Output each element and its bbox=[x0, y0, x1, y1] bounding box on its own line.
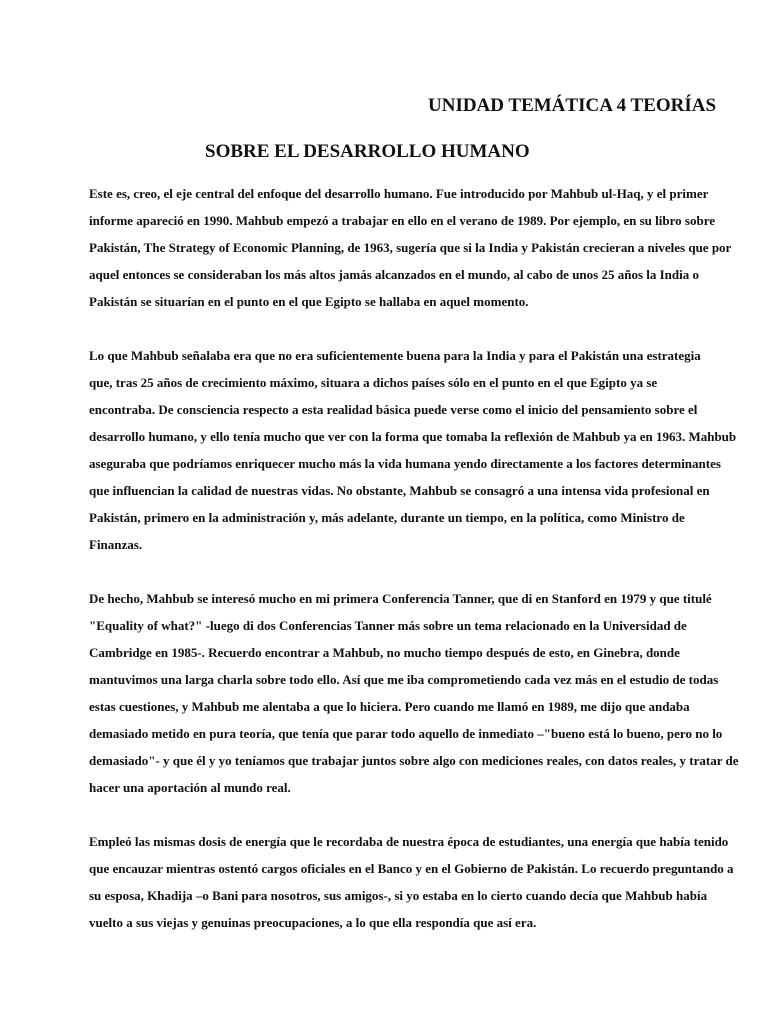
text-line: que influencian la calidad de nuestras vidas. No obstante, Mahbub se consagró a una intensa vida profesional en bbox=[89, 483, 710, 498]
text-line: Empleó las mismas dosis de energía que le recordaba de nuestra época de estudiantes, una energía que había tenido bbox=[89, 834, 729, 849]
paragraph bbox=[89, 585, 765, 801]
text-line: aseguraba que podríamos enriquecer mucho más la vida humana yendo directamente a los factores determinantes bbox=[89, 456, 721, 471]
paragraph-spacer bbox=[89, 558, 765, 585]
text-line: que, tras 25 años de crecimiento máximo, situara a dichos países sólo en el punto en el que Egipto ya se bbox=[89, 375, 658, 390]
text-line: estas cuestiones, y Mahbub me alentaba a que lo hiciera. Pero cuando me llamó en 1989, me dijo que andaba bbox=[89, 699, 690, 714]
paragraph bbox=[89, 180, 765, 315]
text-line: Cambridge en 1985-. Recuerdo encontrar a Mahbub, no mucho tiempo después de esto, en Ginebra, donde bbox=[89, 645, 680, 660]
text-line: De hecho, Mahbub se interesó mucho en mi primera Conferencia Tanner, que di en Stanford en 1979 y que titulé bbox=[89, 591, 712, 606]
text-line: Lo que Mahbub señalaba era que no era suficientemente buena para la India y para el Pakistán una estrategia bbox=[89, 348, 701, 363]
text-line: aquel entonces se consideraban los más altos jamás alcanzados en el mundo, al cabo de unos 25 años la India o bbox=[89, 267, 699, 282]
document-body bbox=[89, 180, 765, 936]
text-line: Pakistán, The Strategy of Economic Planning, de 1963, sugería que si la India y Pakistán crecieran a niveles que por bbox=[89, 240, 732, 255]
text-line: su esposa, Khadija –o Bani para nosotros, sus amigos-, si yo estaba en lo cierto cuando decía que Mahbub había bbox=[89, 888, 708, 903]
text-line: informe apareció en 1990. Mahbub empezó a trabajar en ello en el verano de 1989. Por ejemplo, en su libro sobre bbox=[89, 213, 715, 228]
paragraph-spacer bbox=[89, 315, 765, 342]
text-line: Este es, creo, el eje central del enfoque del desarrollo humano. Fue introducido por Mahbub ul-Haq, y el primer bbox=[89, 186, 709, 201]
text-line: vuelto a sus viejas y genuinas preocupaciones, a lo que ella respondía que así era. bbox=[89, 915, 537, 930]
text-line: encontraba. De consciencia respecto a esta realidad básica puede verse como el inicio del pensamiento sobre el bbox=[89, 402, 698, 417]
text-line: Pakistán se situarían en el punto en el que Egipto se hallaba en aquel momento. bbox=[89, 294, 529, 309]
paragraph-spacer bbox=[89, 801, 765, 828]
text-line: demasiado metido en pura teoría, que tenía que parar todo aquello de inmediato –"bueno está lo bueno, pero no lo bbox=[89, 726, 723, 741]
document-subtitle: SOBRE EL DESARROLLO HUMANO bbox=[205, 141, 530, 162]
text-line: demasiado"- y que él y yo teníamos que trabajar juntos sobre algo con mediciones reales, con datos reales, y tratar de bbox=[89, 753, 739, 768]
text-line: que encauzar mientras ostentó cargos oficiales en el Banco y en el Gobierno de Pakistán. Lo recuerdo preguntando a bbox=[89, 861, 734, 876]
paragraph bbox=[89, 828, 765, 936]
text-line: desarrollo humano, y ello tenía mucho que ver con la forma que tomaba la reflexión de Mahbub ya en 1963. Mahbub bbox=[89, 429, 737, 444]
text-line: hacer una aportación al mundo real. bbox=[89, 780, 291, 795]
text-line: mantuvimos una larga charla sobre todo ello. Así que me iba comprometiendo cada vez más en el estudio de todas bbox=[89, 672, 719, 687]
text-line: "Equality of what?" -luego di dos Conferencias Tanner más sobre un tema relacionado en la Universidad de bbox=[89, 618, 687, 633]
paragraph bbox=[89, 342, 765, 558]
text-line: Finanzas. bbox=[89, 537, 143, 552]
document-title: UNIDAD TEMÁTICA 4 TEORÍAS bbox=[428, 95, 717, 116]
text-line: Pakistán, primero en la administración y, más adelante, durante un tiempo, en la política, como Ministro de bbox=[89, 510, 685, 525]
